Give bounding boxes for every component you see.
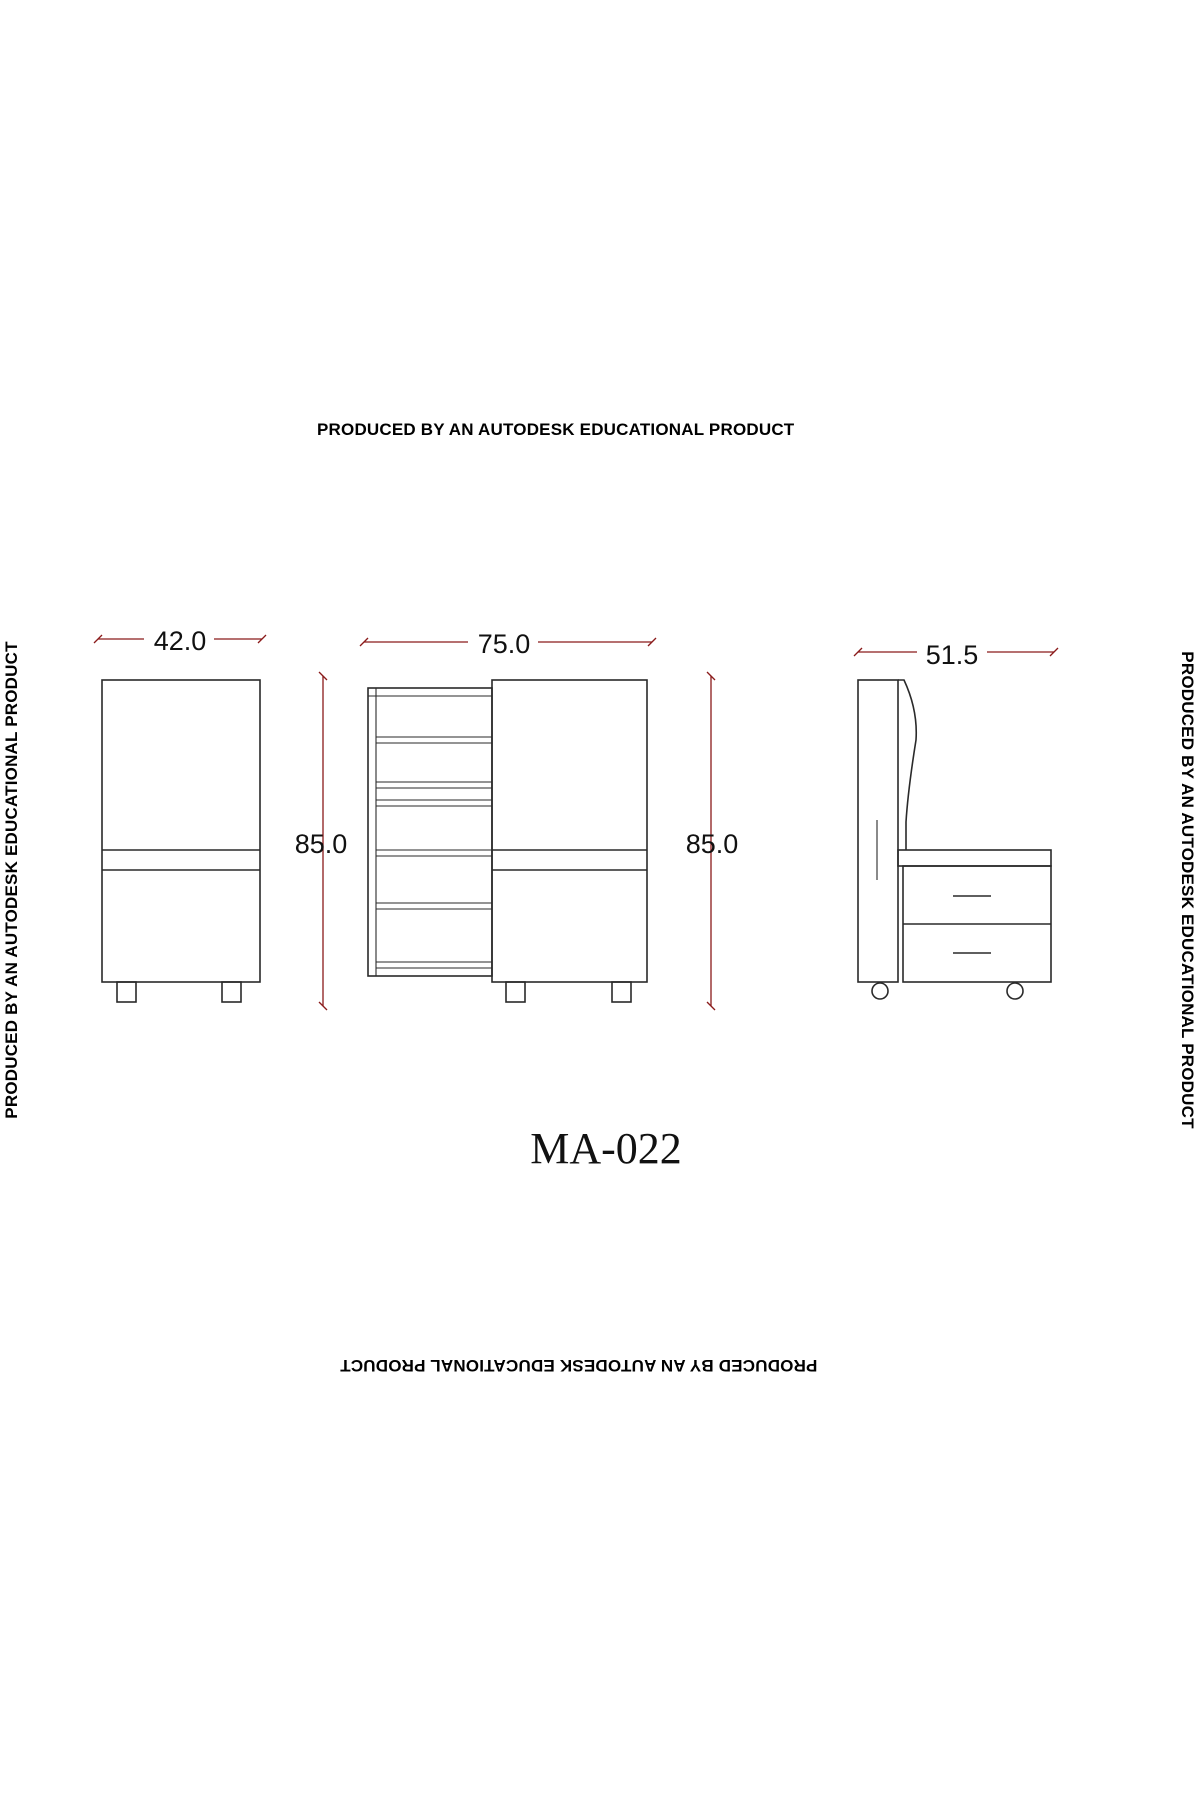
side-view [102, 680, 260, 1002]
back-panel [858, 680, 898, 982]
front-cabinet-body [492, 680, 647, 982]
side-view-body [102, 680, 260, 982]
front-cabinet-foot-right [612, 982, 631, 1002]
watermark-bottom: PRODUCED BY AN AUTODESK EDUCATIONAL PRODUCT [340, 1356, 818, 1375]
watermark-top: PRODUCED BY AN AUTODESK EDUCATIONAL PRODUCT [317, 420, 795, 439]
dimension-label-front-height-right: 85.0 [685, 829, 739, 859]
dimension-label-front-height-left: 85.0 [294, 829, 348, 859]
dimension-label-open-depth: 51.5 [925, 640, 979, 670]
caster-wheel-left [872, 983, 888, 999]
dimension-front-height-left [295, 672, 348, 1010]
dimension-label-front-width: 75.0 [477, 629, 531, 659]
side-view-foot-right [222, 982, 241, 1002]
model-code: MA-022 [530, 1124, 682, 1173]
dimension-front-width [360, 625, 656, 659]
dimension-open-depth [854, 636, 1058, 670]
dimension-label-side-width: 42.0 [153, 626, 207, 656]
open-side-view [858, 680, 1051, 999]
backrest-curve [898, 680, 916, 850]
shelf-unit-frame [368, 688, 492, 976]
dimension-side-width [94, 622, 266, 656]
front-cabinet-foot-left [506, 982, 525, 1002]
dimension-front-height-right [686, 672, 739, 1010]
side-view-foot-left [117, 982, 136, 1002]
caster-wheel-right [1007, 983, 1023, 999]
front-view [368, 680, 647, 1002]
seat-cushion [898, 850, 1051, 866]
watermark-left: PRODUCED BY AN AUTODESK EDUCATIONAL PRODUCT [2, 641, 21, 1119]
watermark-right: PRODUCED BY AN AUTODESK EDUCATIONAL PRODUCT [1178, 651, 1197, 1129]
